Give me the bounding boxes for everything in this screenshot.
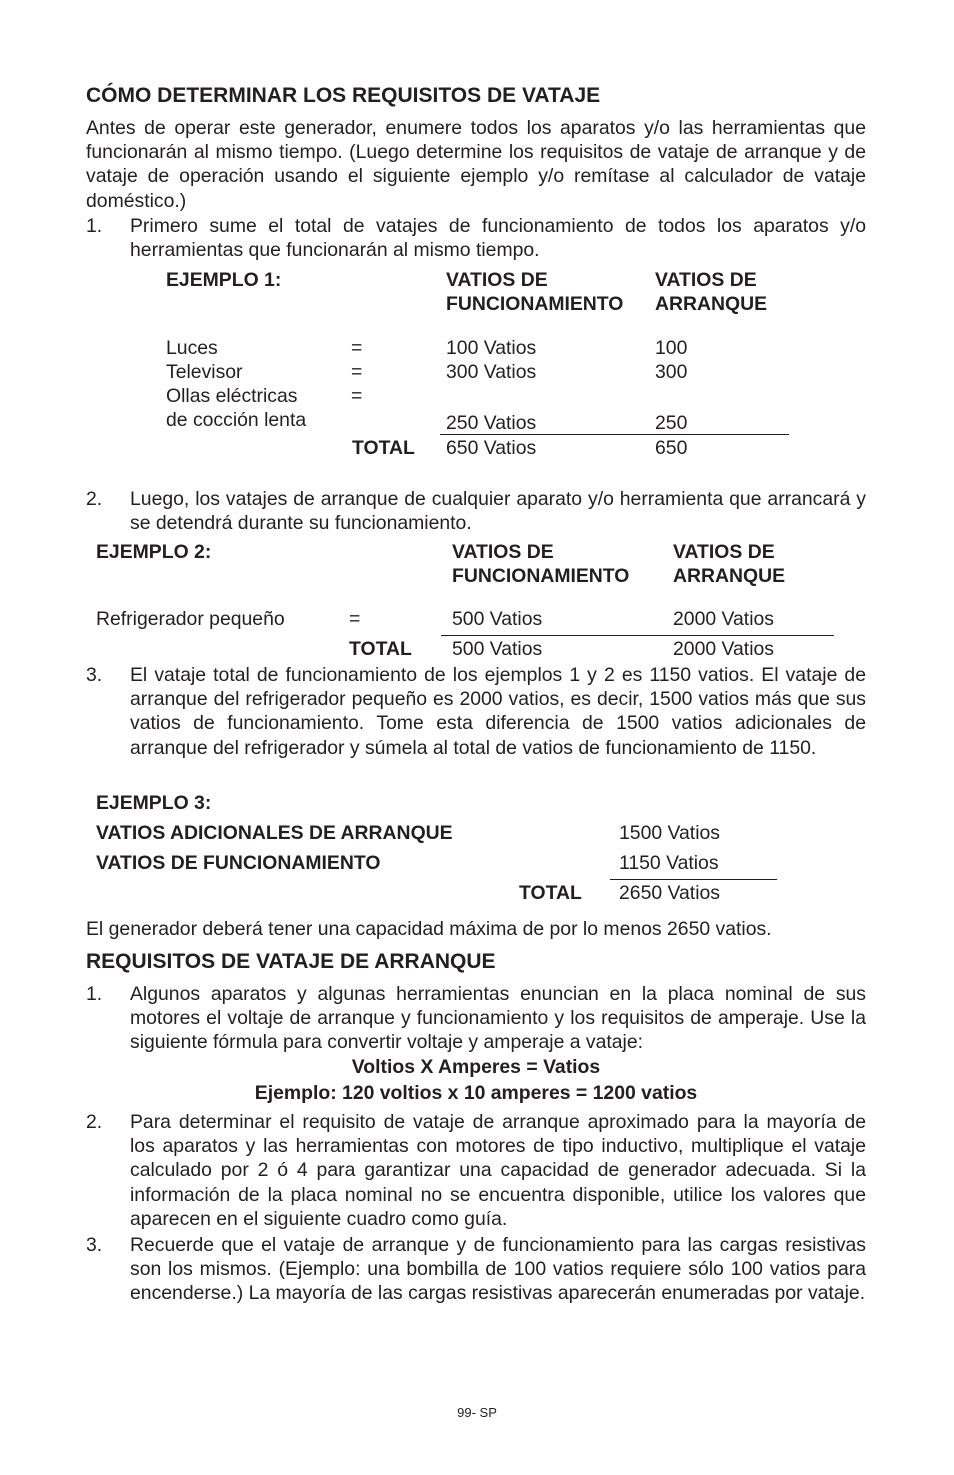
step-2 (86, 487, 866, 537)
example-2-equals: = (349, 608, 361, 630)
example-1-col-running-line1: VATIOS DE (446, 269, 548, 291)
example-2-total-rule (441, 635, 834, 636)
intro-paragraph: Antes de operar este generador, enumere todos los aparatos y/o las herramientas que funcionarán al mismo tiempo. (Luego determine los requisitos de vataje de arranque y de vataje de operación usando el siguiente ejemplo y/o remítase al calculador de vataje doméstico.) (86, 117, 866, 212)
example-3-running-value: 1150 Vatios (619, 852, 719, 874)
step-2-text: Luego, los vatajes de arranque de cualquier aparato y/o herramienta que arrancará y se detendrá durante su funcionamiento. (130, 488, 866, 535)
example-2-total-running: 500 Vatios (452, 638, 543, 660)
example-3-total-value: 2650 Vatios (619, 882, 720, 904)
example-1-total-running: 650 Vatios (446, 437, 537, 459)
step-1-text: Primero sume el total de vatajes de funcionamiento de todos los aparatos y/o herramientas que funcionarán al mismo tiempo. (130, 215, 866, 262)
example-2-col-running-line1: VATIOS DE (452, 541, 554, 563)
page-number: 99- SP (457, 1405, 497, 1420)
example-1-starting-value: 300 (655, 361, 688, 383)
example-1-running-value: 100 Vatios (446, 337, 537, 359)
example-3-total-rule (610, 879, 777, 880)
example-1-item-lights: Luces (166, 337, 218, 359)
example-1-running-value: 250 Vatios (446, 412, 537, 434)
example-1-item-tv: Televisor (166, 361, 243, 383)
example-1-col-starting-line1: VATIOS DE (655, 269, 757, 291)
requirement-1-number: 1. (86, 983, 103, 1005)
example-3-title: EJEMPLO 3: (96, 792, 212, 814)
requirement-2 (86, 1110, 866, 1232)
capacity-note: El generador deberá tener una capacidad máxima de por lo menos 2650 vatios. (86, 918, 772, 940)
example-3-running-label: VATIOS DE FUNCIONAMIENTO (96, 852, 381, 874)
example-1-col-running-line2: FUNCIONAMIENTO (446, 293, 624, 315)
example-1-equals: = (351, 337, 363, 359)
example-2-running-value: 500 Vatios (452, 608, 543, 630)
section-heading-starting-wattage: REQUISITOS DE VATAJE DE ARRANQUE (86, 950, 496, 973)
requirement-3-text: Recuerde que el vataje de arranque y de funcionamiento para las cargas resistivas son los mismos. (Ejemplo: una bombilla de 100 vatios requiere sólo 100 vatios para encenderse.) La mayoría de las cargas resistivas aparecerán enumeradas por vataje. (130, 1234, 866, 1305)
example-1-starting-value: 250 (655, 412, 688, 434)
formula-example: Ejemplo: 120 voltios x 10 amperes = 1200 vatios (254, 1082, 698, 1104)
requirement-2-number: 2. (86, 1111, 103, 1133)
step-2-number: 2. (86, 488, 103, 510)
requirement-1-text: Algunos aparatos y algunas herramientas enuncian en la placa nominal de sus motores el voltaje de arranque y funcionamiento y los requisitos de amperaje. Use la siguiente fórmula para convertir voltaje y amperaje a vataje: (130, 983, 866, 1054)
step-1-number: 1. (86, 215, 103, 237)
example-2-total-starting: 2000 Vatios (673, 638, 774, 660)
example-1-starting-value: 100 (655, 337, 688, 359)
example-2-starting-value: 2000 Vatios (673, 608, 774, 630)
requirement-1 (86, 982, 866, 1056)
example-1-total-starting: 650 (655, 437, 688, 459)
step-3-text: El vataje total de funcionamiento de los ejemplos 1 y 2 es 1150 vatios. El vataje de arranque del refrigerador pequeño es 2000 vatios, es decir, 1500 vatios más que sus vatios de funcionamiento. Tome esta diferencia de 1500 vatios adicionales de arranque del refrigerador y súmela al total de vatios de funcionamiento de 1150. (130, 664, 866, 759)
example-1-title: EJEMPLO 1: (166, 269, 282, 291)
example-1-col-starting-line2: ARRANQUE (655, 293, 768, 315)
example-1-total-label: TOTAL (352, 437, 415, 459)
example-2-title: EJEMPLO 2: (96, 541, 212, 563)
section-heading-wattage-requirements: CÓMO DETERMINAR LOS REQUISITOS DE VATAJE (86, 84, 601, 107)
example-1-total-rule (440, 434, 789, 435)
example-2-total-label: TOTAL (349, 638, 412, 660)
formula: Voltios X Amperes = Vatios (351, 1056, 601, 1078)
example-1-running-value: 300 Vatios (446, 361, 537, 383)
example-3-additional-starting-label: VATIOS ADICIONALES DE ARRANQUE (96, 822, 453, 844)
example-2-item-small-fridge: Refrigerador pequeño (96, 608, 285, 630)
example-2-col-starting-line1: VATIOS DE (673, 541, 775, 563)
requirement-3-number: 3. (86, 1234, 103, 1256)
example-3-total-label: TOTAL (519, 882, 582, 904)
requirement-2-text: Para determinar el requisito de vataje de arranque aproximado para la mayoría de los aparatos y las herramientas con motores de tipo inductivo, multiplique el vataje calculado por 2 ó 4 para garantizar una capacidad de generador adecuada. Si la información de la placa nominal no se encuentra disponible, utilice los valores que aparecen en el siguiente cuadro como guía. (130, 1111, 866, 1230)
example-1-item-slow-cookers: Ollas eléctricas (166, 385, 298, 407)
example-2-col-starting-line2: ARRANQUE (673, 565, 786, 587)
step-3-number: 3. (86, 664, 103, 686)
example-3-additional-starting-value: 1500 Vatios (619, 822, 720, 844)
requirement-3 (86, 1233, 866, 1331)
example-1-equals: = (351, 385, 363, 407)
example-2-col-running-line2: FUNCIONAMIENTO (452, 565, 630, 587)
example-1-item-slow-cookers-line2: de cocción lenta (166, 409, 307, 431)
example-1-equals: = (351, 361, 363, 383)
step-1 (86, 214, 866, 264)
step-3 (86, 663, 866, 785)
